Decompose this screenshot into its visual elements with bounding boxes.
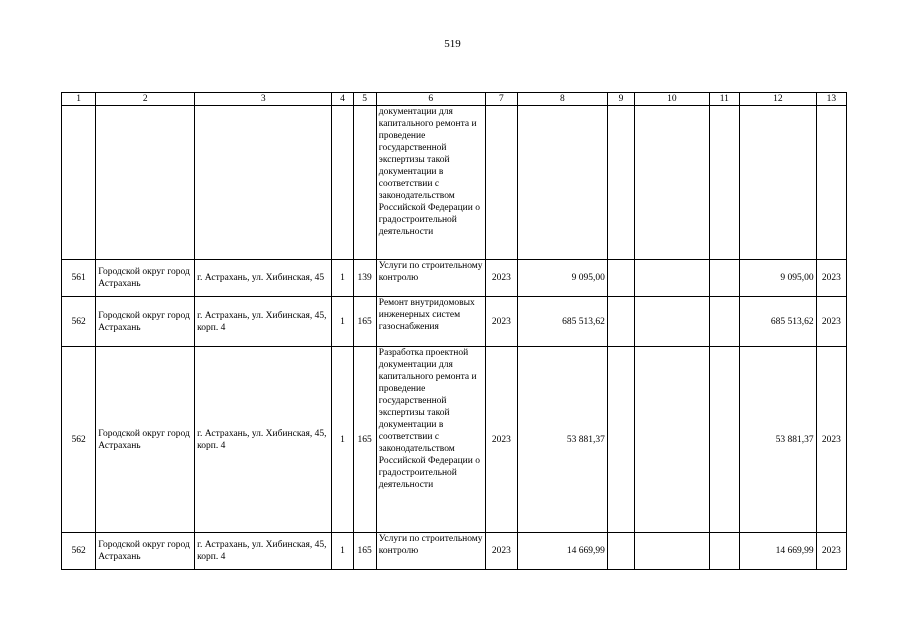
total <box>739 106 816 260</box>
year-end: 2023 <box>816 297 846 347</box>
total: 685 513,62 <box>739 297 816 347</box>
col-4: 1 <box>332 347 353 533</box>
table-row <box>62 260 847 297</box>
table-row <box>62 106 847 260</box>
address <box>195 106 332 260</box>
col-10 <box>635 260 710 297</box>
col-9 <box>607 347 634 533</box>
address: г. Астрахань, ул. Хибинская, 45, корп. 4 <box>195 297 332 347</box>
year-end: 2023 <box>816 260 846 297</box>
page-number: 519 <box>444 38 461 50</box>
column-header: 8 <box>518 93 608 106</box>
col-10 <box>635 297 710 347</box>
col-11 <box>709 533 739 570</box>
col-10 <box>635 533 710 570</box>
work-type: Услуги по строительному контролю <box>376 260 485 297</box>
col-4: 1 <box>332 297 353 347</box>
col-4 <box>332 106 353 260</box>
municipality: Городской округ город Астрахань <box>96 297 195 347</box>
col-10 <box>635 347 710 533</box>
year: 2023 <box>485 297 517 347</box>
year: 2023 <box>485 260 517 297</box>
address: г. Астрахань, ул. Хибинская, 45 <box>195 260 332 297</box>
registry-table <box>61 92 847 570</box>
header-row <box>62 93 847 106</box>
total: 14 669,99 <box>739 533 816 570</box>
column-header: 3 <box>195 93 332 106</box>
year <box>485 106 517 260</box>
cost: 685 513,62 <box>518 297 608 347</box>
table-row <box>62 347 847 533</box>
year-end: 2023 <box>816 533 846 570</box>
cost: 53 881,37 <box>518 347 608 533</box>
year: 2023 <box>485 347 517 533</box>
cost: 9 095,00 <box>518 260 608 297</box>
work-type: Разработка проектной документации для капитального ремонта и проведение государственной экспертизы такой документации в соответствии с законодательством Российской Федерации о градостроительной деятельности <box>376 347 485 533</box>
work-type: Ремонт внутридомовых инженерных систем газоснабжения <box>376 297 485 347</box>
table-row <box>62 533 847 570</box>
col-11 <box>709 297 739 347</box>
col-5: 165 <box>353 533 376 570</box>
col-4: 1 <box>332 260 353 297</box>
column-header: 4 <box>332 93 353 106</box>
column-header: 6 <box>376 93 485 106</box>
column-header: 12 <box>739 93 816 106</box>
column-header: 5 <box>353 93 376 106</box>
col-11 <box>709 106 739 260</box>
cost: 14 669,99 <box>518 533 608 570</box>
col-9 <box>607 260 634 297</box>
col-5: 165 <box>353 297 376 347</box>
year-end: 2023 <box>816 347 846 533</box>
municipality: Городской округ город Астрахань <box>96 260 195 297</box>
col-11 <box>709 260 739 297</box>
row-number: 562 <box>62 533 96 570</box>
address: г. Астрахань, ул. Хибинская, 45, корп. 4 <box>195 533 332 570</box>
total: 53 881,37 <box>739 347 816 533</box>
row-number <box>62 106 96 260</box>
year-end <box>816 106 846 260</box>
column-header: 13 <box>816 93 846 106</box>
col-11 <box>709 347 739 533</box>
work-type: Услуги по строительному контролю <box>376 533 485 570</box>
municipality: Городской округ город Астрахань <box>96 347 195 533</box>
municipality: Городской округ город Астрахань <box>96 533 195 570</box>
col-9 <box>607 297 634 347</box>
column-header: 7 <box>485 93 517 106</box>
row-number: 562 <box>62 347 96 533</box>
work-type: документации для капитального ремонта и проведение государственной экспертизы такой документации в соответствии с законодательством Российской Федерации о градостроительной деятельности <box>376 106 485 260</box>
column-header: 1 <box>62 93 96 106</box>
column-header: 2 <box>96 93 195 106</box>
col-5: 165 <box>353 347 376 533</box>
municipality <box>96 106 195 260</box>
column-header: 11 <box>709 93 739 106</box>
cost <box>518 106 608 260</box>
row-number: 561 <box>62 260 96 297</box>
row-number: 562 <box>62 297 96 347</box>
col-5: 139 <box>353 260 376 297</box>
col-10 <box>635 106 710 260</box>
col-9 <box>607 106 634 260</box>
column-header: 9 <box>607 93 634 106</box>
year: 2023 <box>485 533 517 570</box>
total: 9 095,00 <box>739 260 816 297</box>
col-9 <box>607 533 634 570</box>
col-5 <box>353 106 376 260</box>
table-row <box>62 297 847 347</box>
column-header: 10 <box>635 93 710 106</box>
address: г. Астрахань, ул. Хибинская, 45, корп. 4 <box>195 347 332 533</box>
col-4: 1 <box>332 533 353 570</box>
